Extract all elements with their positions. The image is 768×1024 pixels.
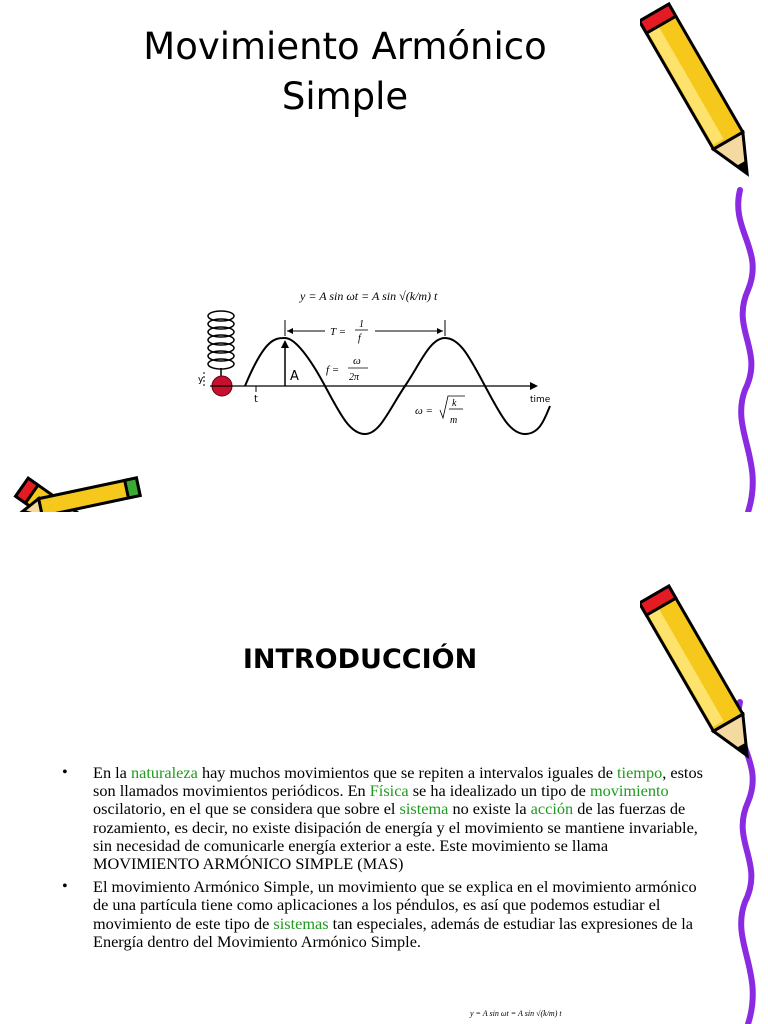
link-sistema[interactable]: sistema bbox=[399, 799, 449, 819]
eq-omega-num: k bbox=[452, 398, 457, 409]
paragraph-1: • En la naturaleza hay muchos movimientos que se repiten a intervalos iguales de tiempo, estos son llamados movimientos periódicos. En Física se ha idealizado un tipo de movimiento oscilatorio, en el que se considera que sobre el sistema no existe la acción de las fuerzas de rozamiento, es decir, no existe disipación de energía y el movimiento se mantiene invariable, sin necesidad de comunicarle energía exterior a este. Este movimiento se llama MOVIMIENTO ARMÓNICO SIMPLE (MAS) bbox=[62, 762, 703, 874]
eq-omega-den: m bbox=[450, 415, 458, 426]
link-sistemas[interactable]: sistemas bbox=[273, 913, 329, 933]
eq-period-num: 1 bbox=[359, 319, 364, 330]
link-fisica[interactable]: Física bbox=[369, 781, 409, 801]
eq-freq-num: ω bbox=[353, 355, 361, 367]
label-t: t bbox=[254, 394, 258, 405]
eq-period-den: f bbox=[358, 333, 361, 344]
eq-freq-label: f = bbox=[326, 364, 340, 376]
shm-diagram bbox=[190, 278, 560, 438]
label-time: time bbox=[530, 395, 551, 405]
paragraph-2: • El movimiento Armónico Simple, un movimiento que se explica en el movimiento armónico de una partícula tiene como aplicaciones a los péndulos, es así que podemos estudiar el movimiento de este tipo de sistemas tan especiales, además de estudiar las expresiones de la Energía dentro del Movimiento Armónico Simple. bbox=[62, 876, 697, 951]
label-y: y bbox=[198, 375, 204, 385]
body-text bbox=[62, 764, 712, 956]
link-movimiento[interactable]: movimiento bbox=[589, 781, 669, 801]
eq-freq-den: 2π bbox=[349, 372, 360, 383]
link-accion[interactable]: acción bbox=[530, 799, 574, 819]
crossed-pencils-icon bbox=[0, 460, 160, 512]
equation-main: y = A sin ωt = A sin √(k/m) t bbox=[300, 289, 438, 303]
title-line-1: Movimiento Armónico bbox=[143, 25, 547, 68]
pencil-decoration-icon bbox=[640, 0, 768, 512]
eq-omega-label: ω = bbox=[415, 405, 433, 417]
slide-title bbox=[90, 22, 600, 122]
slide-2 bbox=[0, 512, 768, 1024]
spring-icon bbox=[208, 311, 234, 378]
title-line-2: Simple bbox=[281, 75, 409, 118]
link-naturaleza[interactable]: naturaleza bbox=[130, 763, 198, 782]
section-title: INTRODUCCIÓN bbox=[242, 644, 478, 675]
footer-equation: y = A sin ωt = A sin √(k/m) t bbox=[470, 1009, 562, 1018]
link-tiempo[interactable]: tiempo bbox=[617, 763, 663, 782]
eq-period-label: T = bbox=[330, 326, 347, 338]
bullet-icon: • bbox=[62, 762, 68, 781]
bullet-icon: • bbox=[62, 876, 68, 896]
label-A: A bbox=[290, 369, 299, 384]
